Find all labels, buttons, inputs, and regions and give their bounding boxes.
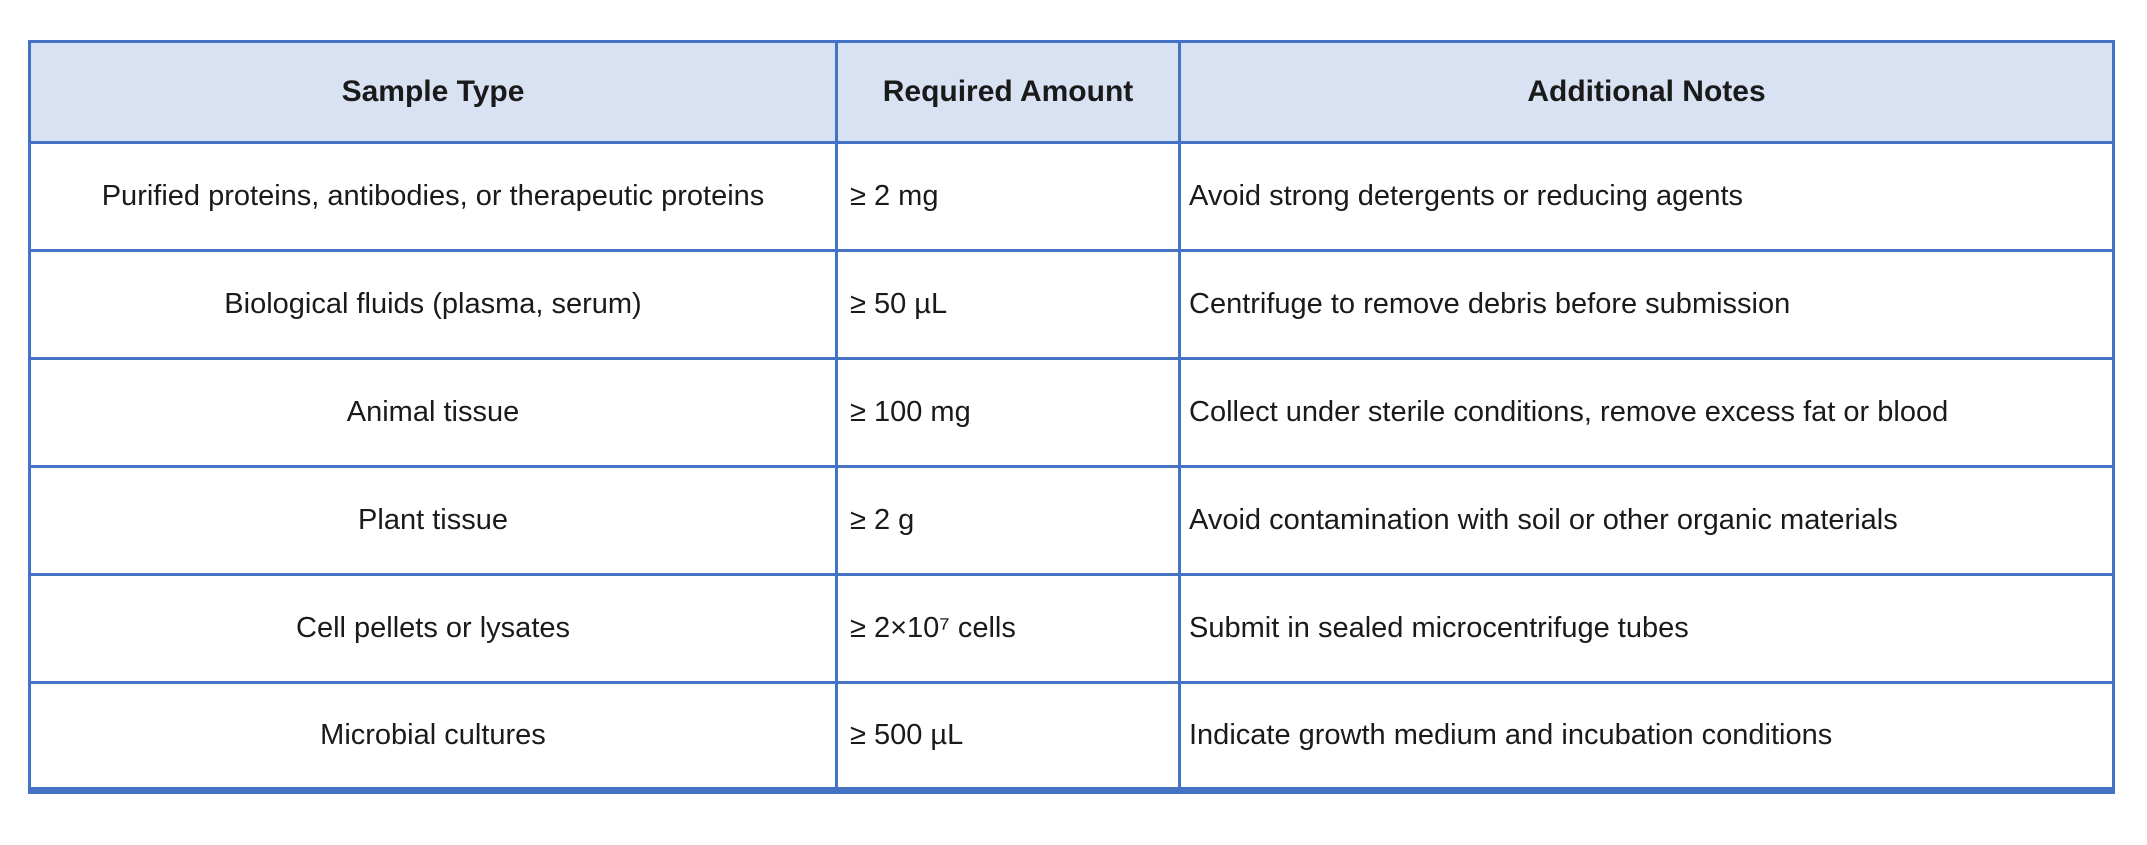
column-header-additional-notes: Additional Notes [1180, 42, 2114, 143]
table-row [30, 359, 2114, 467]
cell-additional-notes: Indicate growth medium and incubation conditions [1180, 683, 2114, 791]
table-row [30, 683, 2114, 791]
cell-additional-notes: Submit in sealed microcentrifuge tubes [1180, 575, 2114, 683]
cell-additional-notes: Centrifuge to remove debris before submission [1180, 251, 2114, 359]
cell-sample-type: Biological fluids (plasma, serum) [30, 251, 837, 359]
cell-sample-type: Purified proteins, antibodies, or therapeutic proteins [30, 143, 837, 251]
cell-required-amount: ≥ 100 mg [837, 359, 1180, 467]
cell-additional-notes: Collect under sterile conditions, remove excess fat or blood [1180, 359, 2114, 467]
cell-sample-type: Cell pellets or lysates [30, 575, 837, 683]
table-header [30, 42, 2114, 143]
table-row [30, 467, 2114, 575]
cell-sample-type: Plant tissue [30, 467, 837, 575]
cell-sample-type: Microbial cultures [30, 683, 837, 791]
cell-required-amount: ≥ 50 µL [837, 251, 1180, 359]
cell-additional-notes: Avoid strong detergents or reducing agents [1180, 143, 2114, 251]
table-row [30, 143, 2114, 251]
cell-sample-type: Animal tissue [30, 359, 837, 467]
table-row [30, 575, 2114, 683]
cell-required-amount: ≥ 500 µL [837, 683, 1180, 791]
cell-additional-notes: Avoid contamination with soil or other organic materials [1180, 467, 2114, 575]
cell-required-amount: ≥ 2×10⁷ cells [837, 575, 1180, 683]
column-header-required-amount: Required Amount [837, 42, 1180, 143]
column-header-sample-type: Sample Type [30, 42, 837, 143]
header-row [30, 42, 2114, 143]
cell-required-amount: ≥ 2 mg [837, 143, 1180, 251]
sample-requirements-table [28, 40, 2115, 794]
table-body [30, 143, 2114, 791]
cell-required-amount: ≥ 2 g [837, 467, 1180, 575]
table-row [30, 251, 2114, 359]
sample-requirements-table-container [28, 40, 2115, 794]
